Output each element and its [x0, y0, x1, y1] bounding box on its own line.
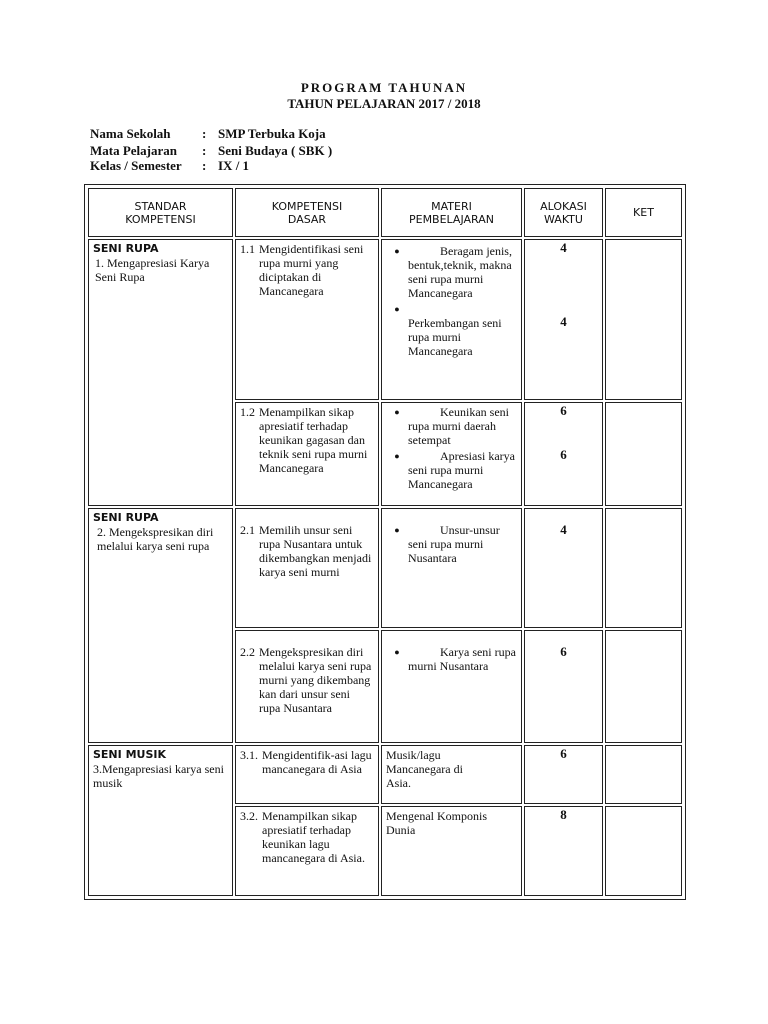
alokasi-value: 4 [560, 314, 567, 329]
info-school [90, 126, 326, 142]
sk-section-title: SENI RUPA [93, 242, 159, 255]
kd-text: Mengidentifikasi seni rupa murni yang diciptakan di Mancanegara [259, 242, 364, 298]
materi-cell-2-1 [381, 508, 522, 628]
kd-number: 2.1 [240, 523, 255, 537]
materi-item: Keunikan seni rupa murni daerah setempat [408, 405, 509, 447]
info-label: Mata Pelajaran [90, 143, 178, 158]
alokasi-cell-2-2 [524, 630, 603, 743]
materi-item: Apresiasi karya seni rupa murni Mancanegara [408, 449, 515, 491]
info-label: Kelas / Semester [90, 158, 182, 173]
ket-cell-2-1 [605, 508, 682, 628]
materi-item: Mengenal Komponis Dunia [386, 809, 487, 837]
info-value: Seni Budaya ( SBK ) [218, 143, 333, 158]
alokasi-cell-3-2 [524, 806, 603, 896]
document-title: PROGRAM TAHUNAN [300, 80, 468, 95]
materi-item: Musik/lagu Mancanegara di Asia. [386, 748, 463, 790]
info-separator: : [202, 158, 207, 173]
kd-cell-1-1 [235, 239, 379, 400]
sk-cell-2 [88, 508, 233, 743]
header-label: MATERI PEMBELAJARAN [408, 199, 494, 226]
bullet-icon: ● [394, 647, 400, 657]
info-subject [90, 143, 332, 159]
document-subtitle: TAHUN PELAJARAN 2017 / 2018 [287, 96, 481, 111]
kd-text: Memilih unsur seni rupa Nusantara untuk dikembangkan menjadi karya seni murni [259, 523, 372, 579]
alokasi-value: 6 [560, 447, 567, 462]
materi-cell-2-2 [381, 630, 522, 743]
ket-cell-3-1 [605, 745, 682, 804]
info-separator: : [202, 126, 207, 141]
ket-cell-1-1 [605, 239, 682, 400]
kd-number: 3.1. [240, 748, 258, 762]
kd-cell-1-2 [235, 402, 379, 506]
header-alokasi-waktu [524, 188, 603, 237]
kd-cell-3-2 [235, 806, 379, 896]
header-label: ALOKASI WAKTU [540, 199, 587, 226]
kd-number: 2.2 [240, 645, 255, 659]
materi-cell-3-2 [381, 806, 522, 896]
bullet-icon: ● [394, 525, 400, 535]
bullet-icon: ● [394, 246, 400, 256]
sk-section-title: SENI RUPA [93, 511, 159, 524]
alokasi-value: 8 [560, 807, 567, 822]
materi-item: Karya seni rupa murni Nusantara [408, 645, 516, 673]
header-ket [605, 188, 682, 237]
kd-text: Menampilkan sikap apresiatif terhadap keunikan gagasan dan teknik seni rupa murni Mancanegara [259, 405, 368, 475]
header-label: KET [633, 206, 654, 219]
alokasi-value: 4 [560, 522, 567, 537]
kd-text: Mengidentifik-asi lagu mancanegara di Asia [262, 748, 372, 776]
kd-number: 1.1 [240, 242, 255, 256]
bullet-icon: ● [394, 407, 400, 417]
info-class-semester [90, 158, 249, 174]
alokasi-cell-2-1 [524, 508, 603, 628]
alokasi-cell-3-1 [524, 745, 603, 804]
alokasi-cell-1-1 [524, 239, 603, 400]
header-kompetensi-dasar [235, 188, 379, 237]
alokasi-value: 6 [560, 746, 567, 761]
sk-item: 2. Mengekspresikan diri melalui karya seni rupa [97, 525, 214, 553]
header-label: STANDAR KOMPETENSI [125, 199, 196, 226]
ket-cell-2-2 [605, 630, 682, 743]
kd-text: Menampilkan sikap apresiatif terhadap keunikan lagu mancanegara di Asia. [262, 809, 365, 865]
info-value: SMP Terbuka Koja [218, 126, 326, 141]
header-label: KOMPETENSI DASAR [271, 199, 343, 226]
sk-item: 1. Mengapresiasi Karya Seni Rupa [95, 256, 210, 284]
header-standar-kompetensi [88, 188, 233, 237]
materi-cell-3-1 [381, 745, 522, 804]
bullet-icon: ● [394, 451, 400, 461]
info-value: IX / 1 [218, 158, 250, 173]
kd-cell-2-2 [235, 630, 379, 743]
kd-number: 3.2. [240, 809, 258, 823]
kd-cell-3-1 [235, 745, 379, 804]
materi-cell-1-2 [381, 402, 522, 506]
sk-cell-3 [88, 745, 233, 896]
materi-cell-1-1 [381, 239, 522, 400]
info-label: Nama Sekolah [90, 126, 171, 141]
sk-item: 3.Mengapresiasi karya seni musik [93, 762, 224, 790]
materi-item: Perkembangan seni rupa murni Mancanegara [408, 316, 502, 358]
alokasi-value: 4 [560, 240, 567, 255]
sk-cell-1 [88, 239, 233, 506]
alokasi-cell-1-2 [524, 402, 603, 506]
kd-text: Mengekspresikan diri melalui karya seni rupa murni yang dikembang kan dari unsur seni rupa Nusantara [259, 645, 372, 715]
sk-section-title: SENI MUSIK [93, 748, 166, 761]
materi-item: Unsur-unsur seni rupa murni Nusantara [408, 523, 500, 565]
bullet-icon: ● [394, 304, 400, 314]
alokasi-value: 6 [560, 644, 567, 659]
kd-cell-2-1 [235, 508, 379, 628]
alokasi-value: 6 [560, 403, 567, 418]
kd-number: 1.2 [240, 405, 255, 419]
ket-cell-1-2 [605, 402, 682, 506]
materi-item: Beragam jenis, bentuk,teknik, makna seni rupa murni Mancanegara [408, 244, 512, 300]
ket-cell-3-2 [605, 806, 682, 896]
info-separator: : [202, 143, 207, 158]
header-materi-pembelajaran [381, 188, 522, 237]
